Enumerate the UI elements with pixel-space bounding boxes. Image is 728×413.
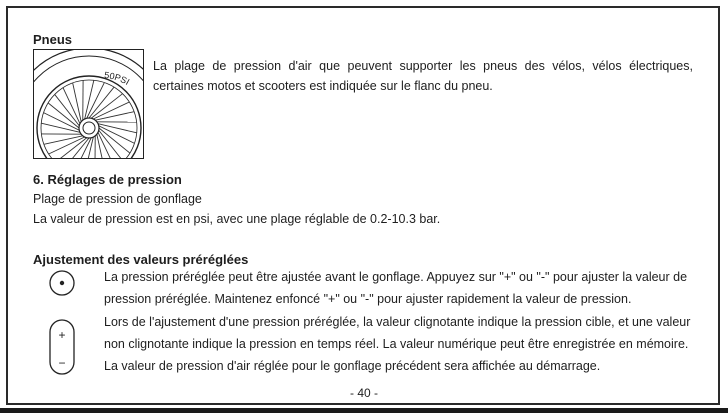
wheel-spoke (91, 94, 122, 119)
presets-heading: Ajustement des valeurs préréglées (33, 252, 249, 267)
presets-para1-line2: pression préréglée. Maintenez enfoncé "+" ou "-" pour ajuster rapidement la valeur de pression. (104, 292, 632, 306)
presets-para2-line1: Lors de l'ajustement d'une pression préréglée, la valeur clignotante indique la pression cible, et une valeur (104, 315, 691, 329)
settings-heading: 6. Réglages de pression (33, 172, 182, 187)
minus-symbol: − (58, 356, 66, 370)
presets-para2-line2: non clignotante indique la pression en temps réel. La valeur numérique peut être enregistrée en mémoire. (104, 337, 689, 351)
tires-heading: Pneus (33, 32, 73, 47)
tire-illustration (33, 49, 144, 159)
bottom-rule (0, 408, 728, 413)
wheel-spoke (98, 132, 115, 159)
wheel-spoke (99, 128, 130, 153)
wheel-spoke (89, 87, 114, 118)
wheel-spoke (84, 137, 93, 159)
wheel-spoke (55, 94, 80, 125)
page-number: - 40 - (349, 386, 378, 400)
presets-para2-line3: La valeur de pression d'air réglée pour le gonflage précédent sera affichée au démarrage. (104, 359, 601, 373)
tires-description: La plage de pression d'air que peuvent supporter les pneus des vélos, vélos électriques, certaines motos et scooters est indiquée sur le flanc du pneu. (153, 59, 693, 93)
settings-range-text: La valeur de pression est en psi, avec une plage réglable de 0.2-10.3 bar. (33, 212, 441, 226)
tire-psi-label: 50PSI (103, 69, 132, 88)
wheel-spoke (73, 83, 82, 122)
wheel-spoke (44, 136, 83, 145)
presets-para1-line1: La pression préréglée peut être ajustée avant le gonflage. Appuyez sur "+" ou "-" pour ajuster la valeur de (104, 270, 688, 284)
dot-button-icon (49, 269, 75, 297)
wheel-spoke (48, 103, 79, 128)
wheel-spoke (95, 112, 134, 121)
tire-wheel-icon (34, 50, 144, 159)
plus-symbol: + (58, 328, 66, 342)
settings-range-title: Plage de pression de gonflage (33, 192, 202, 206)
